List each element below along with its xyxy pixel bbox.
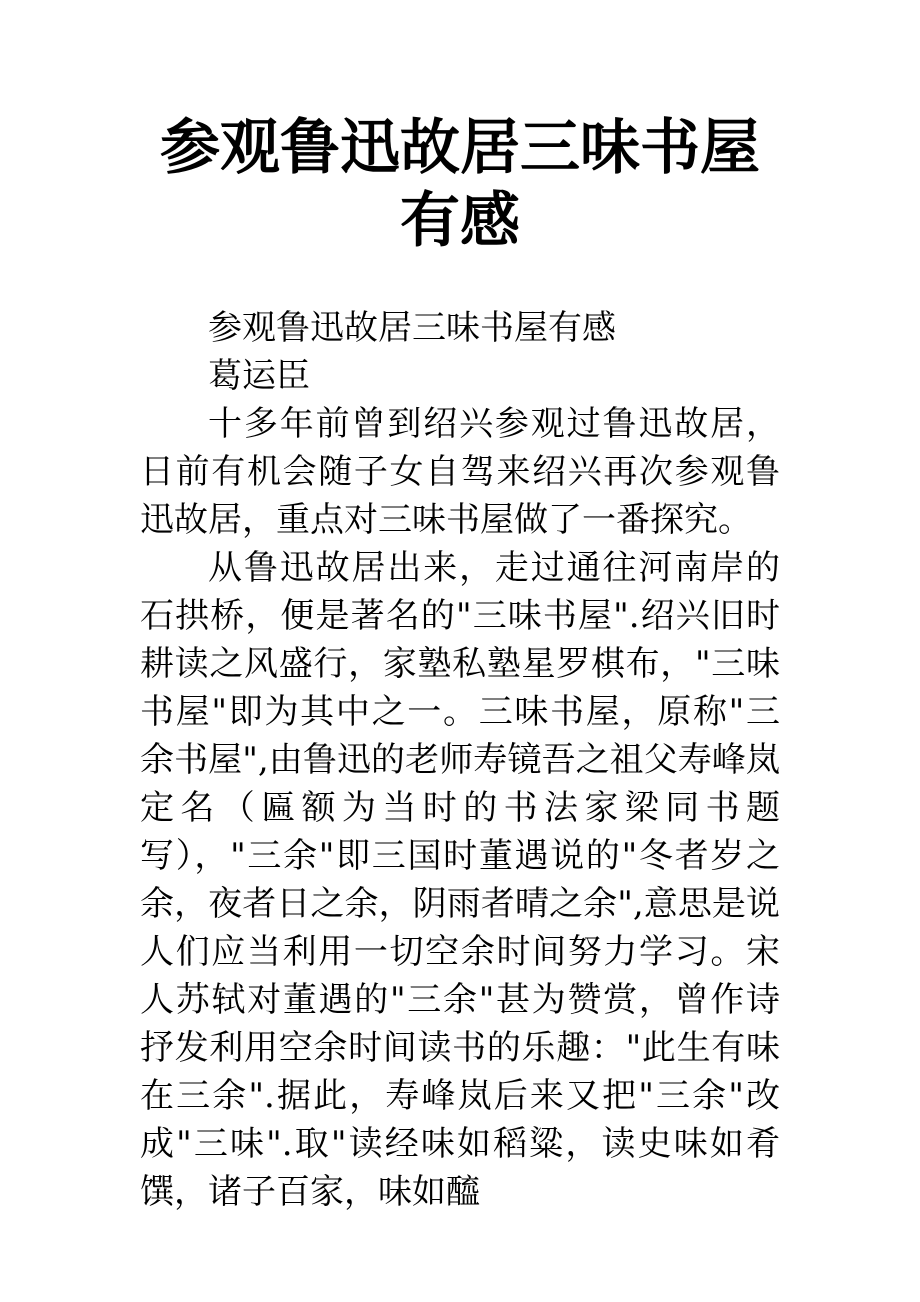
document-subtitle: 参观鲁迅故居三味书屋有感 [208, 308, 616, 348]
paragraph-1: 十多年前曾到绍兴参观过鲁迅故居，日前有机会随子女自驾来绍兴再次参观鲁迅故居，重点对三味书屋做了一番探究。 [140, 404, 780, 540]
document-body [140, 304, 780, 1216]
document-title: 参观鲁迅故居三味书屋有感 [160, 113, 760, 256]
document-author: 葛运臣 [208, 356, 310, 396]
paragraph-2: 从鲁迅故居出来，走过通往河南岸的石拱桥，便是著名的"三味书屋".绍兴旧时耕读之风盛行，家塾私塾星罗棋布，"三味书屋"即为其中之一。三味书屋，原称"三余书屋",由鲁迅的老师寿镜吾之祖父寿峰岚定名（匾额为当时的书法家梁同书题写），"三余"即三国时董遇说的"冬者岁之余，夜者日之余，阴雨者晴之余",意思是说人们应当利用一切空余时间努力学习。宋人苏轼对董遇的"三余"甚为赞赏，曾作诗抒发利用空余时间读书的乐趣："此生有味在三余".据此，寿峰岚后来又把"三余"改成"三味".取"读经味如稻粱，读史味如肴馔，诸子百家，味如醯 [140, 548, 780, 1212]
